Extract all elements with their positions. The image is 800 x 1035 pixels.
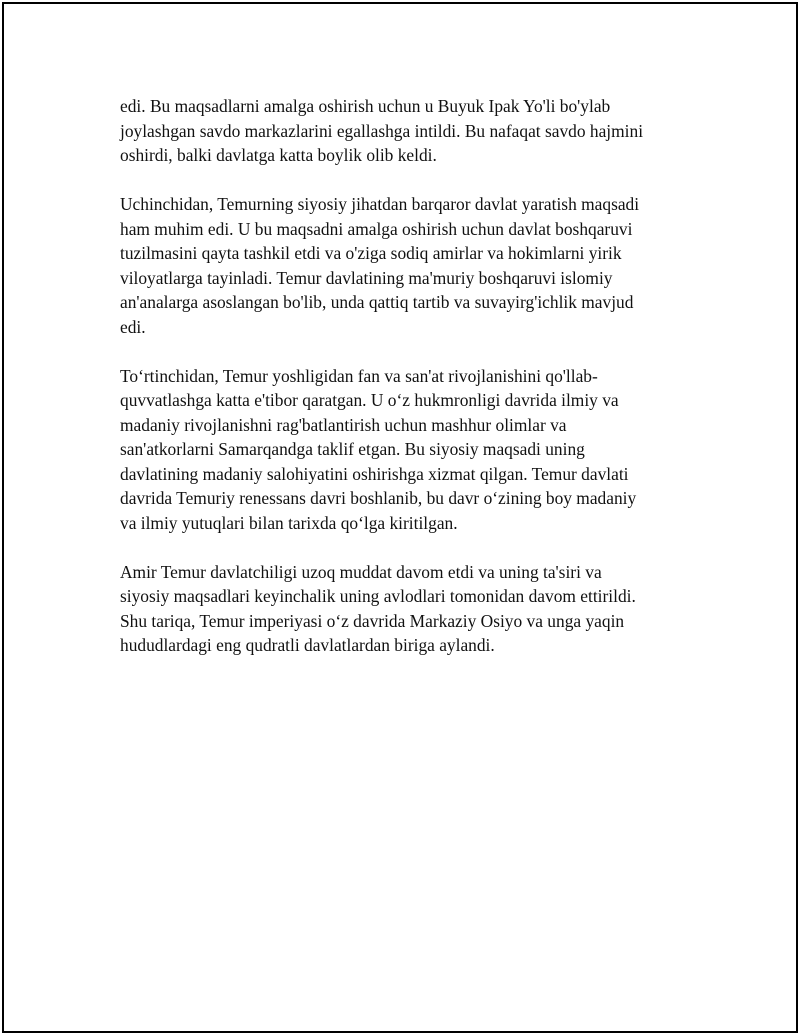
paragraph-2: Uchinchidan, Temurning siyosiy jihatdan barqaror davlat yaratish maqsadi ham muhim edi. U bu maqsadni amalga oshirish uchun davlat boshqaruvi tuzilmasini qayta tashkil etdi va o'ziga sodiq amirlar va hokimlarni yirik viloyatlarga tayinladi. Temur davlatining ma'muriy boshqaruvi islomiy an'analarga asoslangan bo'lib, unda qattiq tartib va suvayirg'ichlik mavjud edi.: [120, 194, 640, 337]
paragraph-4: Amir Temur davlatchiligi uzoq muddat davom etdi va uning ta'siri va siyosiy maqsadlari keyinchalik uning avlodlari tomonidan davom ettirildi. Shu tariqa, Temur imperiyasi o‘z davrida Markaziy Osiyo va unga yaqin hududlardagi eng qudratli davlatlardan biriga aylandi.: [120, 561, 636, 655]
document-body: [120, 94, 680, 682]
document-page: [2, 2, 798, 1033]
paragraph-3: To‘rtinchidan, Temur yoshligidan fan va san'at rivojlanishini qo'llab- quvvatlashga katta e'tibor qaratgan. U o‘z hukmronligi davrida ilmiy va madaniy rivojlanishni rag'batlantirish uchun mashhur olimlar va san'atkorlarni Samarqandga taklif etgan. Bu siyosiy maqsadi uning davlatining madaniy salohiyatini oshirishga xizmat qilgan. Temur davlati davrida Temuriy renessans davri boshlanib, bu davr o‘zining boy madaniy va ilmiy yutuqlari bilan tarixda qo‘lga kiritilgan.: [120, 365, 637, 533]
paragraph-1: edi. Bu maqsadlarni amalga oshirish uchun u Buyuk Ipak Yo'li bo'ylab joylashgan savdo markazlarini egallashga intildi. Bu nafaqat savdo hajmini oshirdi, balki davlatga katta boylik olib keldi.: [120, 96, 644, 165]
